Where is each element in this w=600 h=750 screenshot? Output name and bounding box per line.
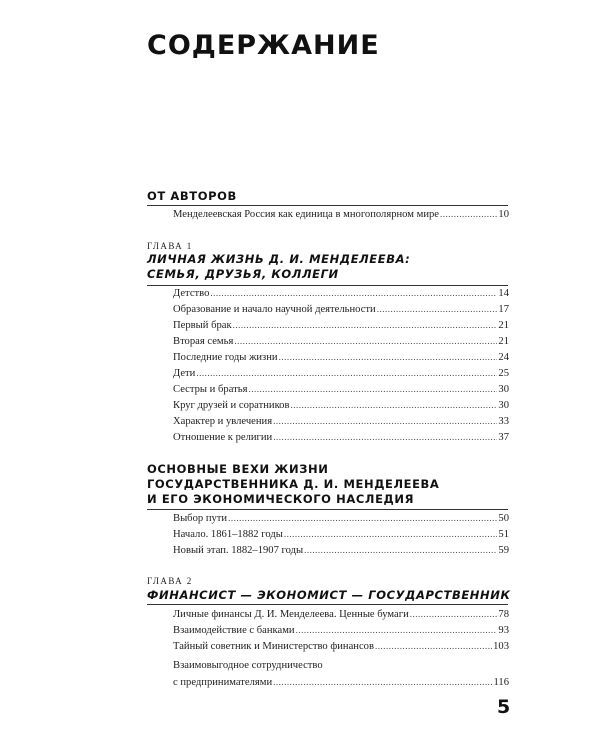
toc-entry[interactable] (173, 397, 509, 413)
toc-entry[interactable] (173, 510, 509, 526)
toc-entry-page: 17 (498, 304, 509, 315)
dot-leader (279, 349, 498, 365)
dot-leader (234, 333, 497, 349)
section-divider (147, 604, 508, 605)
heading-line: ГОСУДАРСТВЕННИКА Д. И. МЕНДЕЛЕЕВА (147, 477, 440, 491)
toc-entry[interactable] (173, 333, 509, 349)
toc-entry-label: Менделеевская Россия как единица в многополярном мире (173, 209, 440, 220)
toc-entry-label: с предпринимателями (173, 677, 273, 688)
toc-entry[interactable] (173, 413, 509, 429)
toc-entry-label: Образование и начало научной деятельности (173, 304, 376, 315)
toc-entry-page: 14 (498, 288, 509, 299)
chapter2-heading (147, 588, 510, 603)
toc-entry[interactable] (173, 301, 509, 317)
dot-leader (273, 413, 497, 429)
toc-entry[interactable] (173, 317, 509, 333)
chapter-label: ГЛАВА 1 (147, 241, 193, 251)
heading-line: СЕМЬЯ, ДРУЗЬЯ, КОЛЛЕГИ (147, 267, 339, 281)
toc-entry-page: 25 (498, 368, 509, 379)
toc-entry[interactable] (173, 206, 509, 222)
toc-entry-label: Взаимодействие с банками (173, 625, 295, 636)
dot-leader (377, 301, 498, 317)
toc-entry[interactable] (173, 622, 509, 638)
toc-entry-label: Выбор пути (173, 513, 228, 524)
chapter-label: ГЛАВА 2 (147, 576, 193, 586)
toc-entry-label: Личные финансы Д. И. Менделеева. Ценные бумаги (173, 609, 409, 620)
dot-leader (410, 606, 498, 622)
heading-line: И ЕГО ЭКОНОМИЧЕСКОГО НАСЛЕДИЯ (147, 492, 415, 506)
toc-entry-label: Круг друзей и соратников (173, 400, 290, 411)
authors-section-heading: ОТ АВТОРОВ (147, 189, 237, 203)
toc-entry-page: 116 (493, 677, 509, 688)
toc-entry-page: 51 (498, 529, 509, 540)
dot-leader (273, 429, 497, 445)
dot-leader (233, 317, 498, 333)
toc-entry-page: 21 (498, 320, 509, 331)
dot-leader (228, 510, 497, 526)
toc-entry[interactable] (173, 381, 509, 397)
toc-entry-first-line[interactable]: Взаимовыгодное сотрудничество (173, 660, 323, 671)
page-number: 5 (497, 696, 511, 718)
dot-leader (304, 542, 497, 558)
toc-entry-label: Новый этап. 1882–1907 годы (173, 545, 304, 556)
toc-entry-label: Начало. 1861–1882 годы (173, 529, 283, 540)
toc-entry-label: Детство (173, 288, 210, 299)
dot-leader (284, 526, 498, 542)
dot-leader (375, 638, 492, 654)
heading-line: ФИНАНСИСТ — ЭКОНОМИСТ — ГОСУДАРСТВЕННИК (147, 588, 511, 602)
toc-entry[interactable] (173, 429, 509, 445)
toc-entry-label: Дети (173, 368, 196, 379)
dot-leader (290, 397, 497, 413)
toc-entry-page: 33 (498, 416, 509, 427)
toc-entry[interactable] (173, 542, 509, 558)
chapter1-heading (147, 252, 410, 282)
toc-entry-label: Тайный советник и Министерство финансов (173, 641, 374, 652)
dot-leader (196, 365, 497, 381)
heading-line: ОСНОВНЫЕ ВЕХИ ЖИЗНИ (147, 462, 329, 476)
toc-entry[interactable] (173, 365, 509, 381)
toc-entry-page: 78 (498, 609, 509, 620)
dot-leader (296, 622, 498, 638)
dot-leader (273, 674, 492, 690)
toc-entry-label: Вторая семья (173, 336, 234, 347)
toc-entry-page: 37 (498, 432, 509, 443)
toc-entry-label: Характер и увлечения (173, 416, 273, 427)
toc-entry-page: 24 (498, 352, 509, 363)
toc-entry[interactable] (173, 526, 509, 542)
toc-entry-label: Первый брак (173, 320, 232, 331)
toc-entry[interactable] (173, 349, 509, 365)
toc-entry-label: Сестры и братья (173, 384, 248, 395)
toc-entry-label: Последние годы жизни (173, 352, 278, 363)
toc-entry-page: 10 (498, 209, 509, 220)
toc-entry[interactable] (173, 606, 509, 622)
toc-entry-page: 93 (498, 625, 509, 636)
toc-entry-label: Отношение к религии (173, 432, 273, 443)
toc-entry-page: 103 (493, 641, 509, 652)
toc-entry-page: 30 (498, 400, 509, 411)
toc-entry[interactable] (173, 638, 509, 654)
toc-entry[interactable] (173, 674, 509, 690)
toc-entry-page: 30 (498, 384, 509, 395)
dot-leader (210, 285, 497, 301)
page-title: СОДЕРЖАНИЕ (147, 30, 380, 61)
toc-entry[interactable] (173, 285, 509, 301)
milestones-section-heading (147, 462, 439, 507)
dot-leader (440, 206, 497, 222)
toc-entry-page: 59 (498, 545, 509, 556)
toc-entry-page: 50 (498, 513, 509, 524)
heading-line: ЛИЧНАЯ ЖИЗНЬ Д. И. МЕНДЕЛЕЕВА: (147, 252, 411, 266)
dot-leader (248, 381, 497, 397)
toc-entry-page: 21 (498, 336, 509, 347)
